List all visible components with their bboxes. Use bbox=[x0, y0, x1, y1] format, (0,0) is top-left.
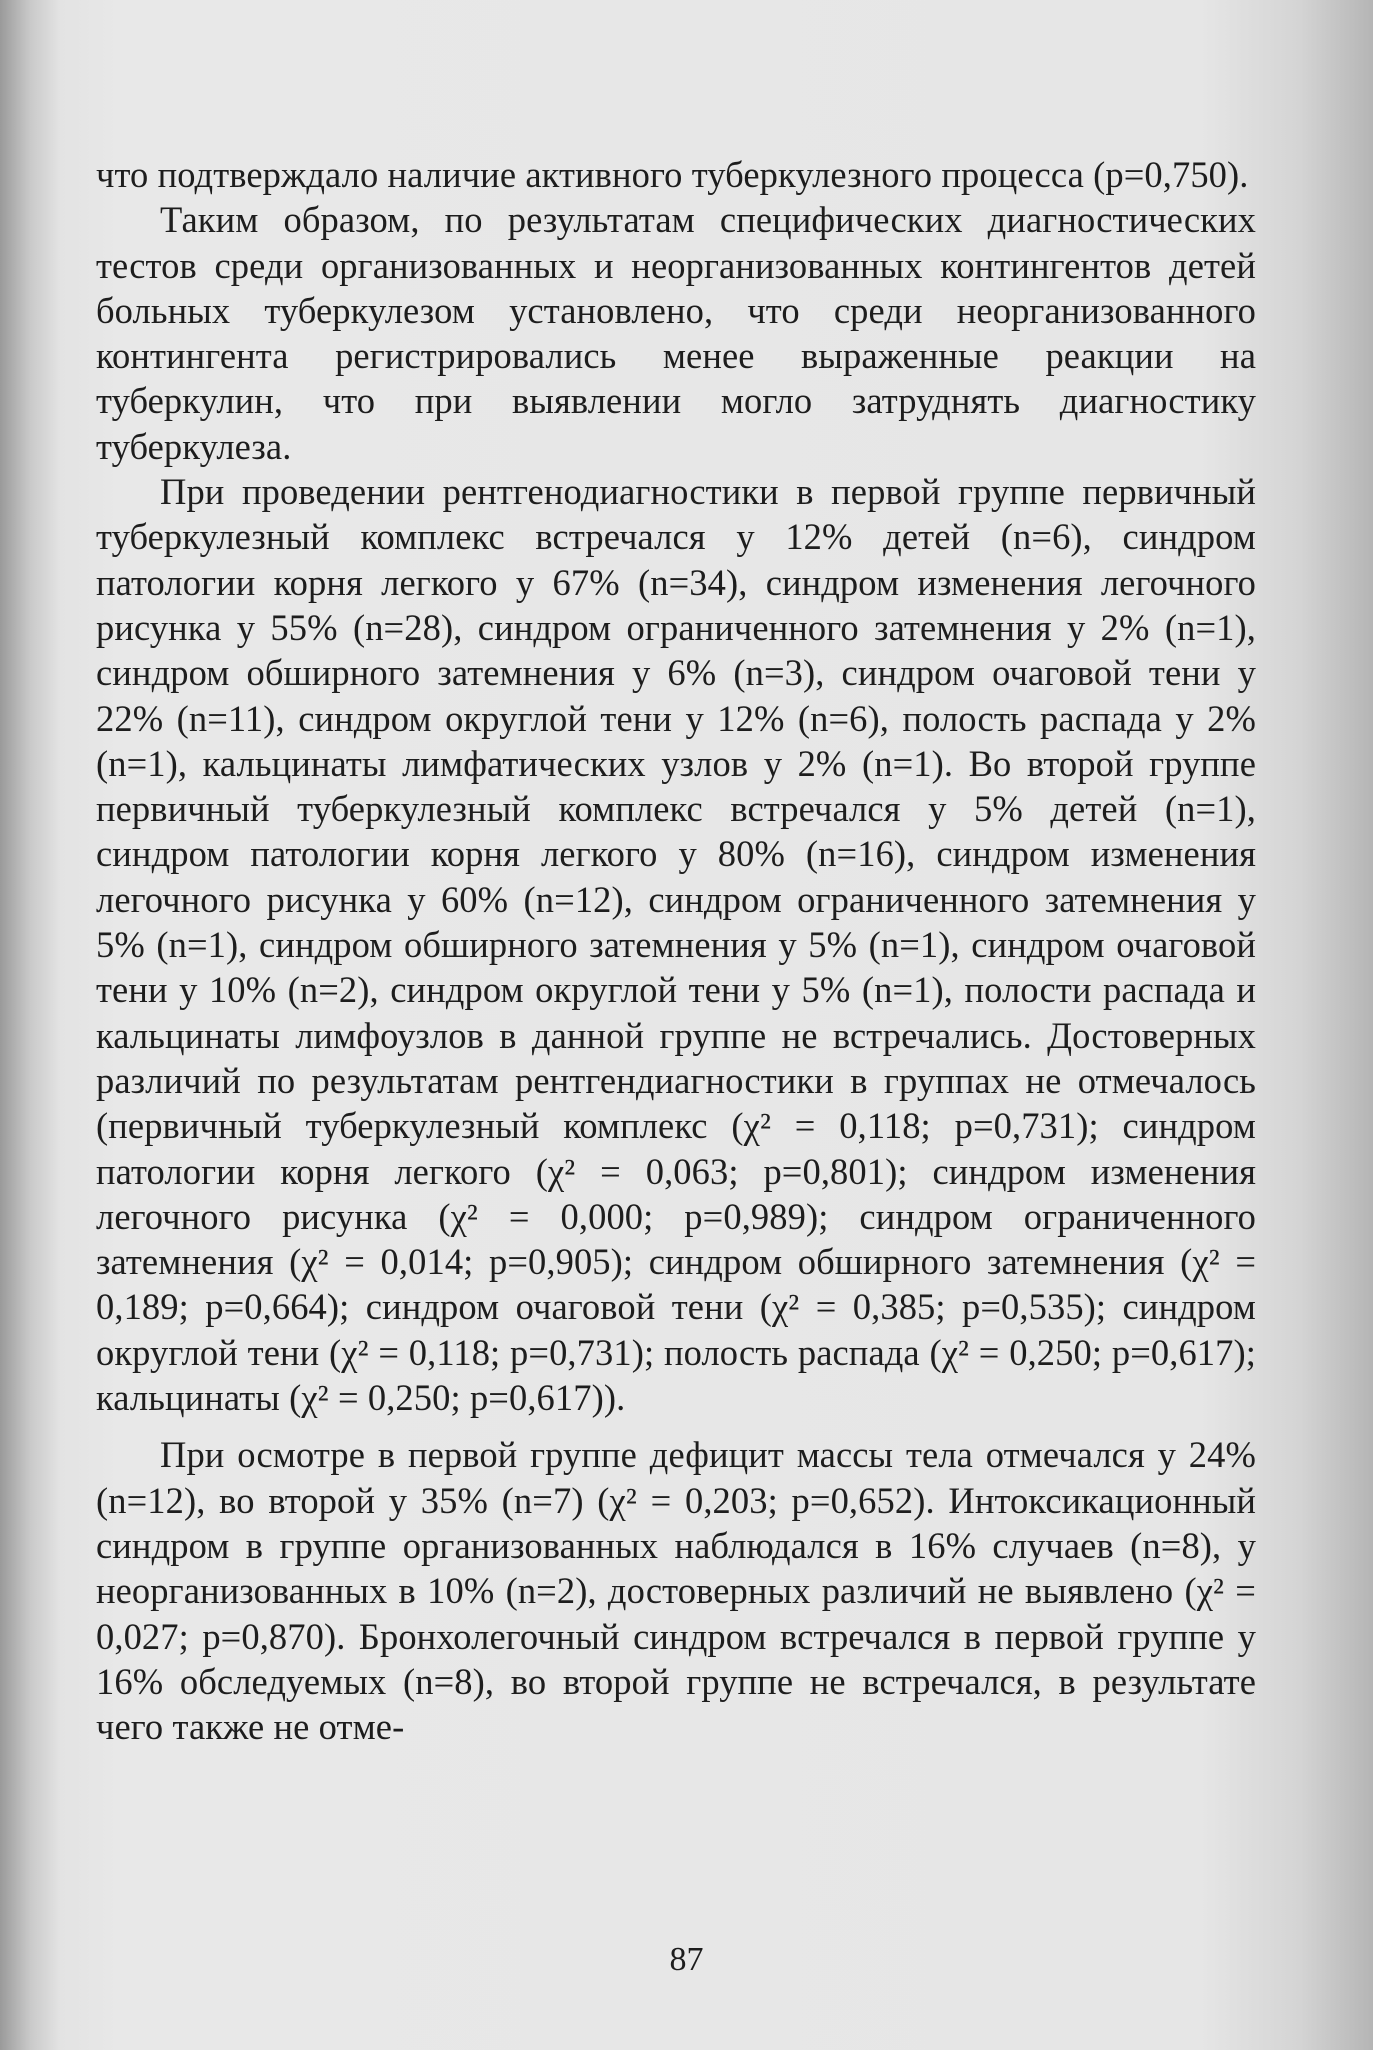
paragraph-summary: Таким образом, по результатам специфических диагностических тестов среди организованных и неорганизованных контингентов детей больных туберкулезом установлено, что среди неорганизованного контингента регистрировались менее выраженные реакции на туберкулин, что при выявлении могло затруднять диагностику туберкулеза. bbox=[96, 199, 1256, 467]
page-number: 87 bbox=[669, 1941, 704, 1978]
paragraph-radiology: При проведении рентгенодиагностики в первой группе первичный туберкулезный комплекс встречался у 12% детей (n=6), синдром патологии корня легкого у 67% (n=34), синдром изменения легочного рисунка у 55% (n=28), синдром ограниченного затемнения у 2% (n=1), синдром обширного затемнения у 6% (n=3), синдром очаговой тени у 22% (n=11), синдром округлой тени у 12% (n=6), полость распада у 2% (n=1), кальцинаты лимфатических узлов у 2% (n=1). Во второй группе первичный туберкулезный комплекс встречался у 5% детей (n=1), синдром патологии корня легкого у 80% (n=16), синдром изменения легочного рисунка у 60% (n=12), синдром ограниченного затемнения у 5% (n=1), синдром обширного затемнения у 5% (n=1), синдром очаговой тени у 10% (n=2), синдром округлой тени у 5% (n=1), полости распада и кальцинаты лимфоузлов в данной группе не встречались. Достоверных различий по результатам рентгендиагностики в группах не отмечалось (первичный туберкулезный комплекс (χ² = 0,118; р=0,731); синдром патологии корня легкого (χ² = 0,063; р=0,801); синдром изменения легочного рисунка (χ² = 0,000; р=0,989); синдром ограниченного затемнения (χ² = 0,014; р=0,905); синдром обширного затемнения (χ² = 0,189; р=0,664); синдром очаговой тени (χ² = 0,385; р=0,535); синдром округлой тени (χ² = 0,118; р=0,731); полость распада (χ² = 0,250; р=0,617); кальцинаты (χ² = 0,250; р=0,617)). bbox=[96, 471, 1256, 1419]
body-text bbox=[96, 152, 1256, 1749]
paragraph-continuation: что подтверждало наличие активного туберкулезного процесса (р=0,750). bbox=[96, 154, 1249, 195]
paragraph-examination: При осмотре в первой группе дефицит массы тела отмечался у 24% (n=12), во второй у 35% (n=7) (χ² = 0,203; р=0,652). Интоксикационный синдром в группе организованных наблюдался в 16% случаев (n=8), у неорганизованных в 10% (n=2), достоверных различий не выявлено (χ² = 0,027; р=0,870). Бронхолегочный синдром встречался в первой группе у 16% обследуемых (n=8), во второй группе не встречался, в результате чего также не отме- bbox=[96, 1434, 1256, 1748]
